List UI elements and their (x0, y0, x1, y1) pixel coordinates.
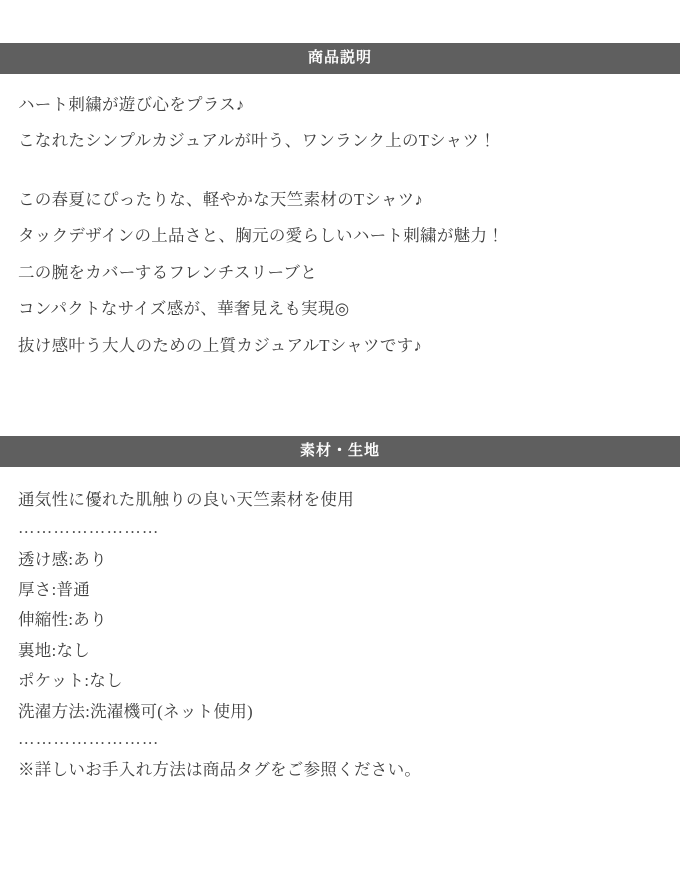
description-body (0, 74, 680, 357)
material-body (0, 467, 680, 782)
material-divider-bottom: …………………… (18, 729, 160, 749)
material-spec-sheerness: 透け感:あり (18, 549, 107, 569)
material-divider-top: …………………… (18, 518, 160, 538)
description-line-4: タックデザインの上品さと、胸元の愛らしいハート刺繍が魅力！ (18, 226, 505, 246)
description-line-6: コンパクトなサイズ感が、華奢見えも実現◎ (18, 299, 350, 319)
material-spec-pocket: ポケット:なし (18, 671, 123, 691)
material-spec-washing: 洗濯方法:洗濯機可(ネット使用) (18, 701, 253, 721)
description-blank-line (18, 166, 662, 188)
description-line-2: こなれたシンプルカジュアルが叶う、ワンランク上のTシャツ！ (18, 131, 497, 151)
section-header-material: 素材・生地 (0, 436, 680, 467)
top-spacer (0, 0, 680, 43)
description-line-5: 二の腕をカバーするフレンチスリーブと (18, 262, 318, 282)
description-line-1: ハート刺繍が遊び心をプラス♪ (18, 95, 245, 114)
material-care-note: ※詳しいお手入れ方法は商品タグをご参照ください。 (18, 760, 422, 780)
material-spec-thickness: 厚さ:普通 (18, 579, 91, 599)
material-spec-lining: 裏地:なし (18, 640, 91, 660)
section-header-description: 商品説明 (0, 43, 680, 74)
material-intro: 通気性に優れた肌触りの良い天竺素材を使用 (18, 489, 354, 509)
section-spacer (0, 370, 680, 436)
description-line-3: この春夏にぴったりな、軽やかな天竺素材のTシャツ♪ (18, 189, 423, 209)
material-spec-stretch: 伸縮性:あり (18, 610, 107, 630)
description-line-7: 抜け感叶う大人のための上質カジュアルTシャツです♪ (18, 335, 423, 355)
